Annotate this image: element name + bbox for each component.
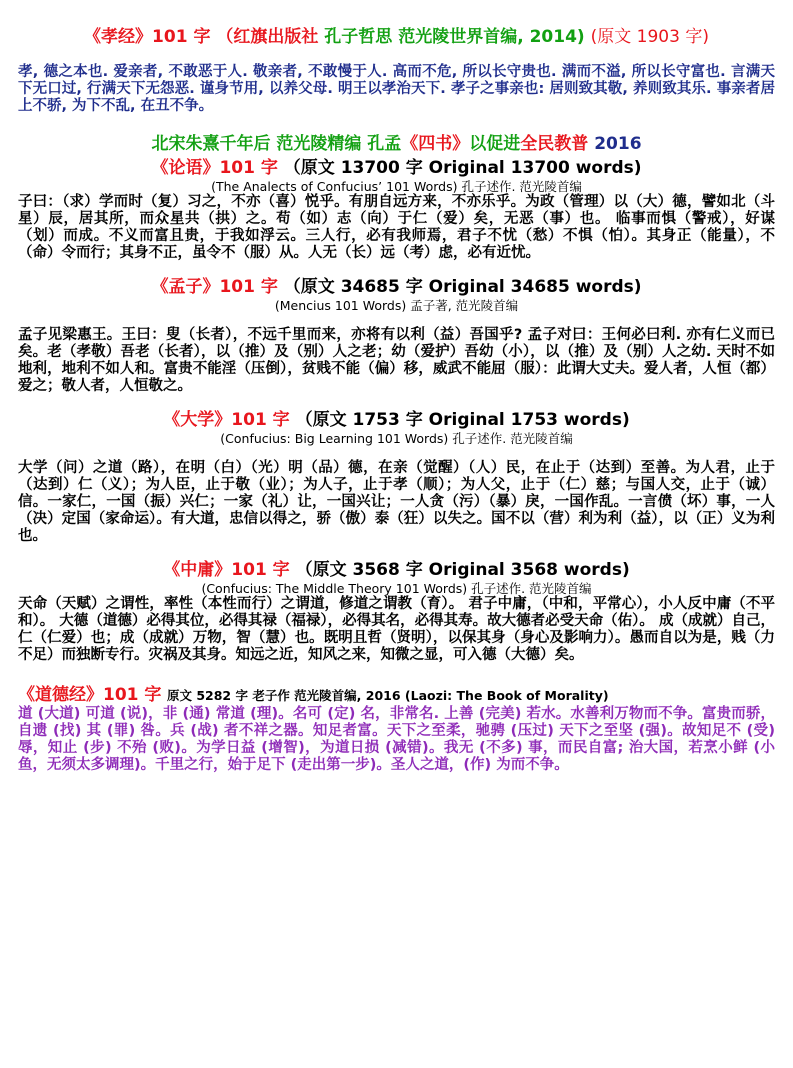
daodejing-heading <box>18 684 775 706</box>
lunyu-title: 《论语》101 字 <box>151 158 278 178</box>
zhongyong-count: （原文 3568 字 Original 3568 words) <box>295 560 630 580</box>
banner-part3: 以促进 <box>469 134 521 154</box>
lunyu-subtitle: (The Analects of Confucius’ 101 Words) 孔子述作. 范光陵首编 <box>211 179 582 194</box>
lunyu-count: （原文 13700 字 Original 13700 words) <box>283 158 642 178</box>
four-books-banner <box>18 133 775 155</box>
banner-part5: 2016 <box>588 134 642 154</box>
daxue-title: 《大学》101 字 <box>163 410 290 430</box>
daxue-text: 大学（问）之道（路），在明（白）（光）明（品）德，在亲（觉醒）（人）民，在止于（达到）至善。为人君，止于（达到）仁（义）；为人臣，止于敬（业）；为人子，止于孝（顺）；为人父，止于（仁）慈；与国人交，止于（诚）信。一家仁，一国（振）兴仁；一家（礼）让，一国兴让；一人贪（污）（暴）戾，一国作乱。一言偾（坏）事，一人（决）定国（家命运）。有大道，忠信以得之，骄（傲）泰（狂）以失之。国不以（营）利为利（益），以（正）义为利也。 <box>18 460 775 544</box>
zhongyong-subtitle: (Confucius: The Middle Theory 101 Words) 孔子述作. 范光陵首编 <box>201 581 592 596</box>
banner-part2: 《四书》 <box>401 134 470 154</box>
mengzi-subtitle: (Mencius 101 Words) 孟子著, 范光陵首编 <box>274 298 519 313</box>
xiaojing-text: 孝, 德之本也. 爱亲者, 不敢恶于人. 敬亲者, 不敢慢于人. 高而不危, 所以长守贵也. 满而不溢, 所以长守富也. 言满天下无口过, 行满天下无怨恶. 谨身节用, 以养父母. 明王以孝治天下. 孝子之事亲也: 居则致其敬, 养则致其乐. 事亲者居上不骄, 为下不乱, 在丑不争。 <box>18 64 775 114</box>
daxue-subtitle: (Confucius: Big Learning 101 Words) 孔子述作. 范光陵首编 <box>220 431 573 446</box>
daxue-heading <box>18 409 775 431</box>
mengzi-heading <box>18 276 775 298</box>
banner-part1: 北宋朱熹千年后 范光陵精编 孔孟 <box>151 134 402 154</box>
mengzi-text: 孟子见梁惠王。王曰：叟（长者），不远千里而来，亦将有以利（益）吾国乎? 孟子对曰：王何必曰利. 亦有仁义而已矣。老（孝敬）吾老（长者），以（推）及（别）人之老；幼（爱护）吾幼（小），以（推）及（别）人之幼. 天时不如地利，地利不如人和。富贵不能淫（压倒），贫贱不能（偏）移，威武不能屈（服）：此谓大丈夫。爱人者，人恒（都）爱之；敬人者，人恒敬之。 <box>18 327 775 394</box>
daodejing-text: 道 (大道) 可道 (说)，非 (通) 常道 (理)。名可 (定) 名，非常名. 上善 (完美) 若水。水善利万物而不争。富贵而骄，自遗 (找) 其 (罪) 咎。兵 (战) 者不祥之器。知足者富。天下之至柔，驰骋 (压过) 天下之至坚 (强)。故知足不 (受) 辱，知止 (步) 不殆 (败)。为学日益 (增智)，为道日损 (减错)。我无 (不多) 事，而民自富; 治大国，若烹小鲜 (小鱼，无须太多调理)。千里之行，始于足下 (走出第一步)。圣人之道，(作) 为而不争。 <box>18 706 775 773</box>
zhongyong-title: 《中庸》101 字 <box>163 560 290 580</box>
banner-part4: 全民教普 <box>520 134 589 154</box>
xiaojing-publisher: （红旗出版社 <box>216 27 319 47</box>
xiaojing-title: 《孝经》101 字 <box>84 27 211 47</box>
zhongyong-heading <box>18 559 775 581</box>
xiaojing-heading <box>18 26 775 48</box>
mengzi-title: 《孟子》101 字 <box>151 277 278 297</box>
mengzi-count: （原文 34685 字 Original 34685 words) <box>283 277 642 297</box>
lunyu-heading <box>18 157 775 179</box>
daodejing-count: 原文 5282 字 老子作 范光陵首编, 2016 (Laozi: The Book of Morality) <box>166 688 609 703</box>
daodejing-title: 《道德经》101 字 <box>18 685 162 705</box>
xiaojing-original: (原文 1903 字) <box>590 27 709 47</box>
zhongyong-text: 天命（天赋）之谓性，率性（本性而行）之谓道，修道之谓教（育）。 君子中庸，（中和，平常心），小人反中庸（不平和）。 大德（道德）必得其位，必得其禄（福禄），必得其名，必得其寿。故大德者必受天命（佑）。 成（成就）自己，仁（仁爱）也；成（成就）万物，智（慧）也。既明且哲（贤明），以保其身（身心及影响力）。愚而自以为是，贱（力不足）而独断专行。灾祸及其身。知远之近，知风之来，知微之显，可入德（大德）矣。 <box>18 596 775 663</box>
lunyu-text: 子曰：（求）学而时（复）习之，不亦（喜）悦乎。有朋自远方来，不亦乐乎。为政（管理）以（大）德，譬如北（斗星）辰，居其所，而众星共（拱）之。苟（如）志（向）于仁（爱）矣，无恶（事）也。 临事而惧（警戒），好谋（划）而成。不义而富且贵，于我如浮云。三人行，必有我师焉，君子不忧（愁）不惧（怕）。其身正（能量），不（命）令而行；其身不正，虽令不（服）从。人无（长）远（考）虑，必有近忧。 <box>18 194 775 261</box>
daxue-count: （原文 1753 字 Original 1753 words) <box>295 410 630 430</box>
xiaojing-authors: 孔子哲思 范光陵世界首编, 2014) <box>324 27 585 47</box>
